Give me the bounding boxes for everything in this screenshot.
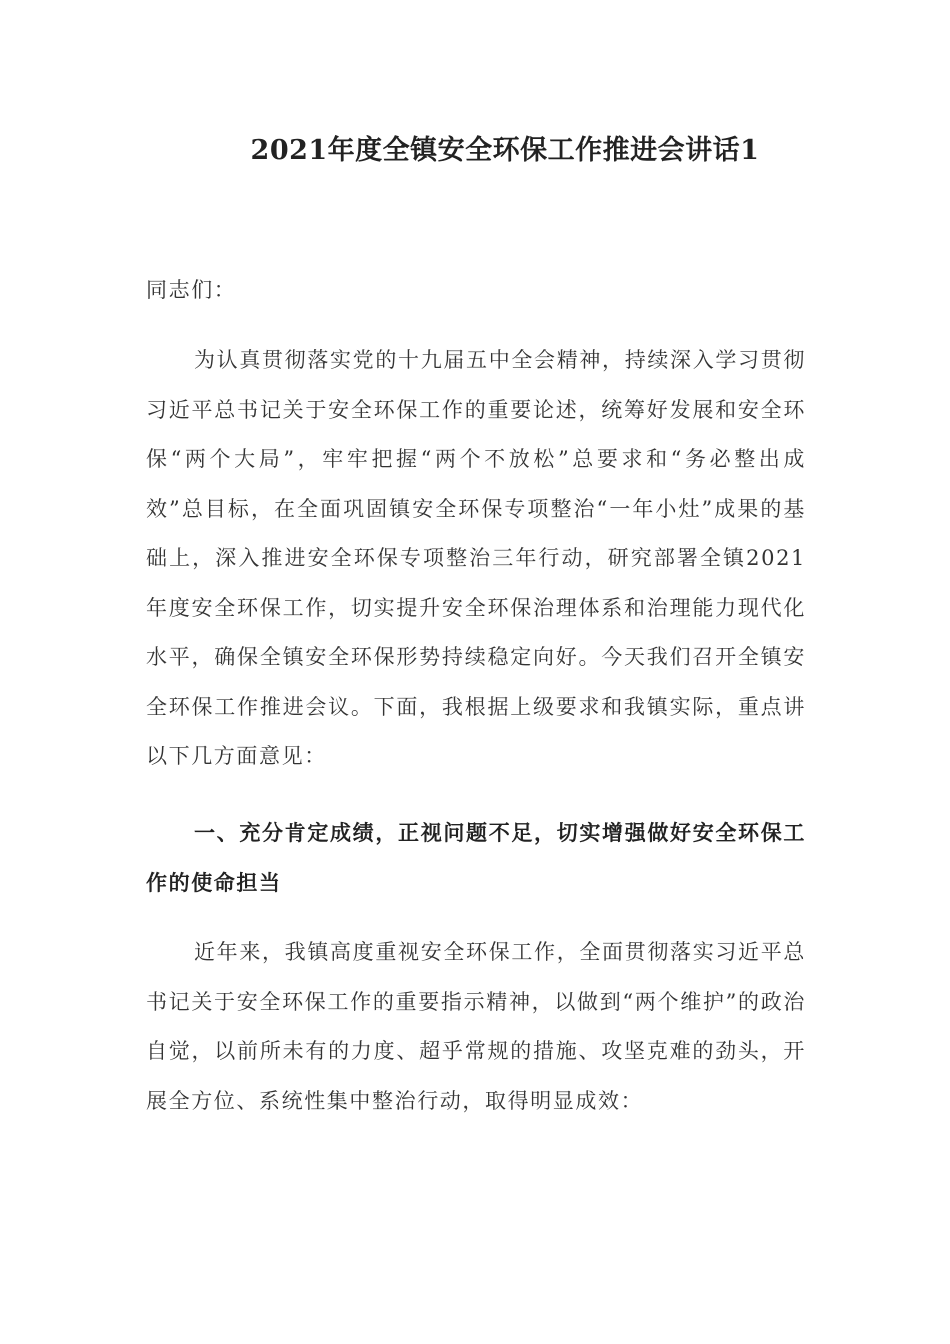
section-heading-1: 一、充分肯定成绩，正视问题不足，切实增强做好安全环保工作的使命担当	[146, 820, 806, 895]
paragraph-achievements: 近年来，我镇高度重视安全环保工作，全面贯彻落实习近平总书记关于安全环保工作的重要指示精神，以做到“两个维护”的政治自觉，以前所未有的力度、超乎常规的措施、攻坚克难的劲头，开展全方位、系统性集中整治行动，取得明显成效：	[146, 940, 806, 1113]
paragraph-intro: 为认真贯彻落实党的十九届五中全会精神，持续深入学习贯彻习近平总书记关于安全环保工作的重要论述，统筹好发展和安全环保“两个大局”，牢牢把握“两个不放松”总要求和“务必整出成效”总目标，在全面巩固镇安全环保专项整治“一年小灶”成果的基础上，深入推进安全环保专项整治三年行动，研究部署全镇2021年度安全环保工作，切实提升安全环保治理体系和治理能力现代化水平，确保全镇安全环保形势持续稳定向好。今天我们召开全镇安全环保工作推进会议。下面，我根据上级要求和我镇实际，重点讲以下几方面意见：	[146, 348, 806, 768]
salutation: 同志们：	[146, 278, 237, 302]
document-title: 2021年度全镇安全环保工作推进会讲话1	[250, 135, 760, 166]
